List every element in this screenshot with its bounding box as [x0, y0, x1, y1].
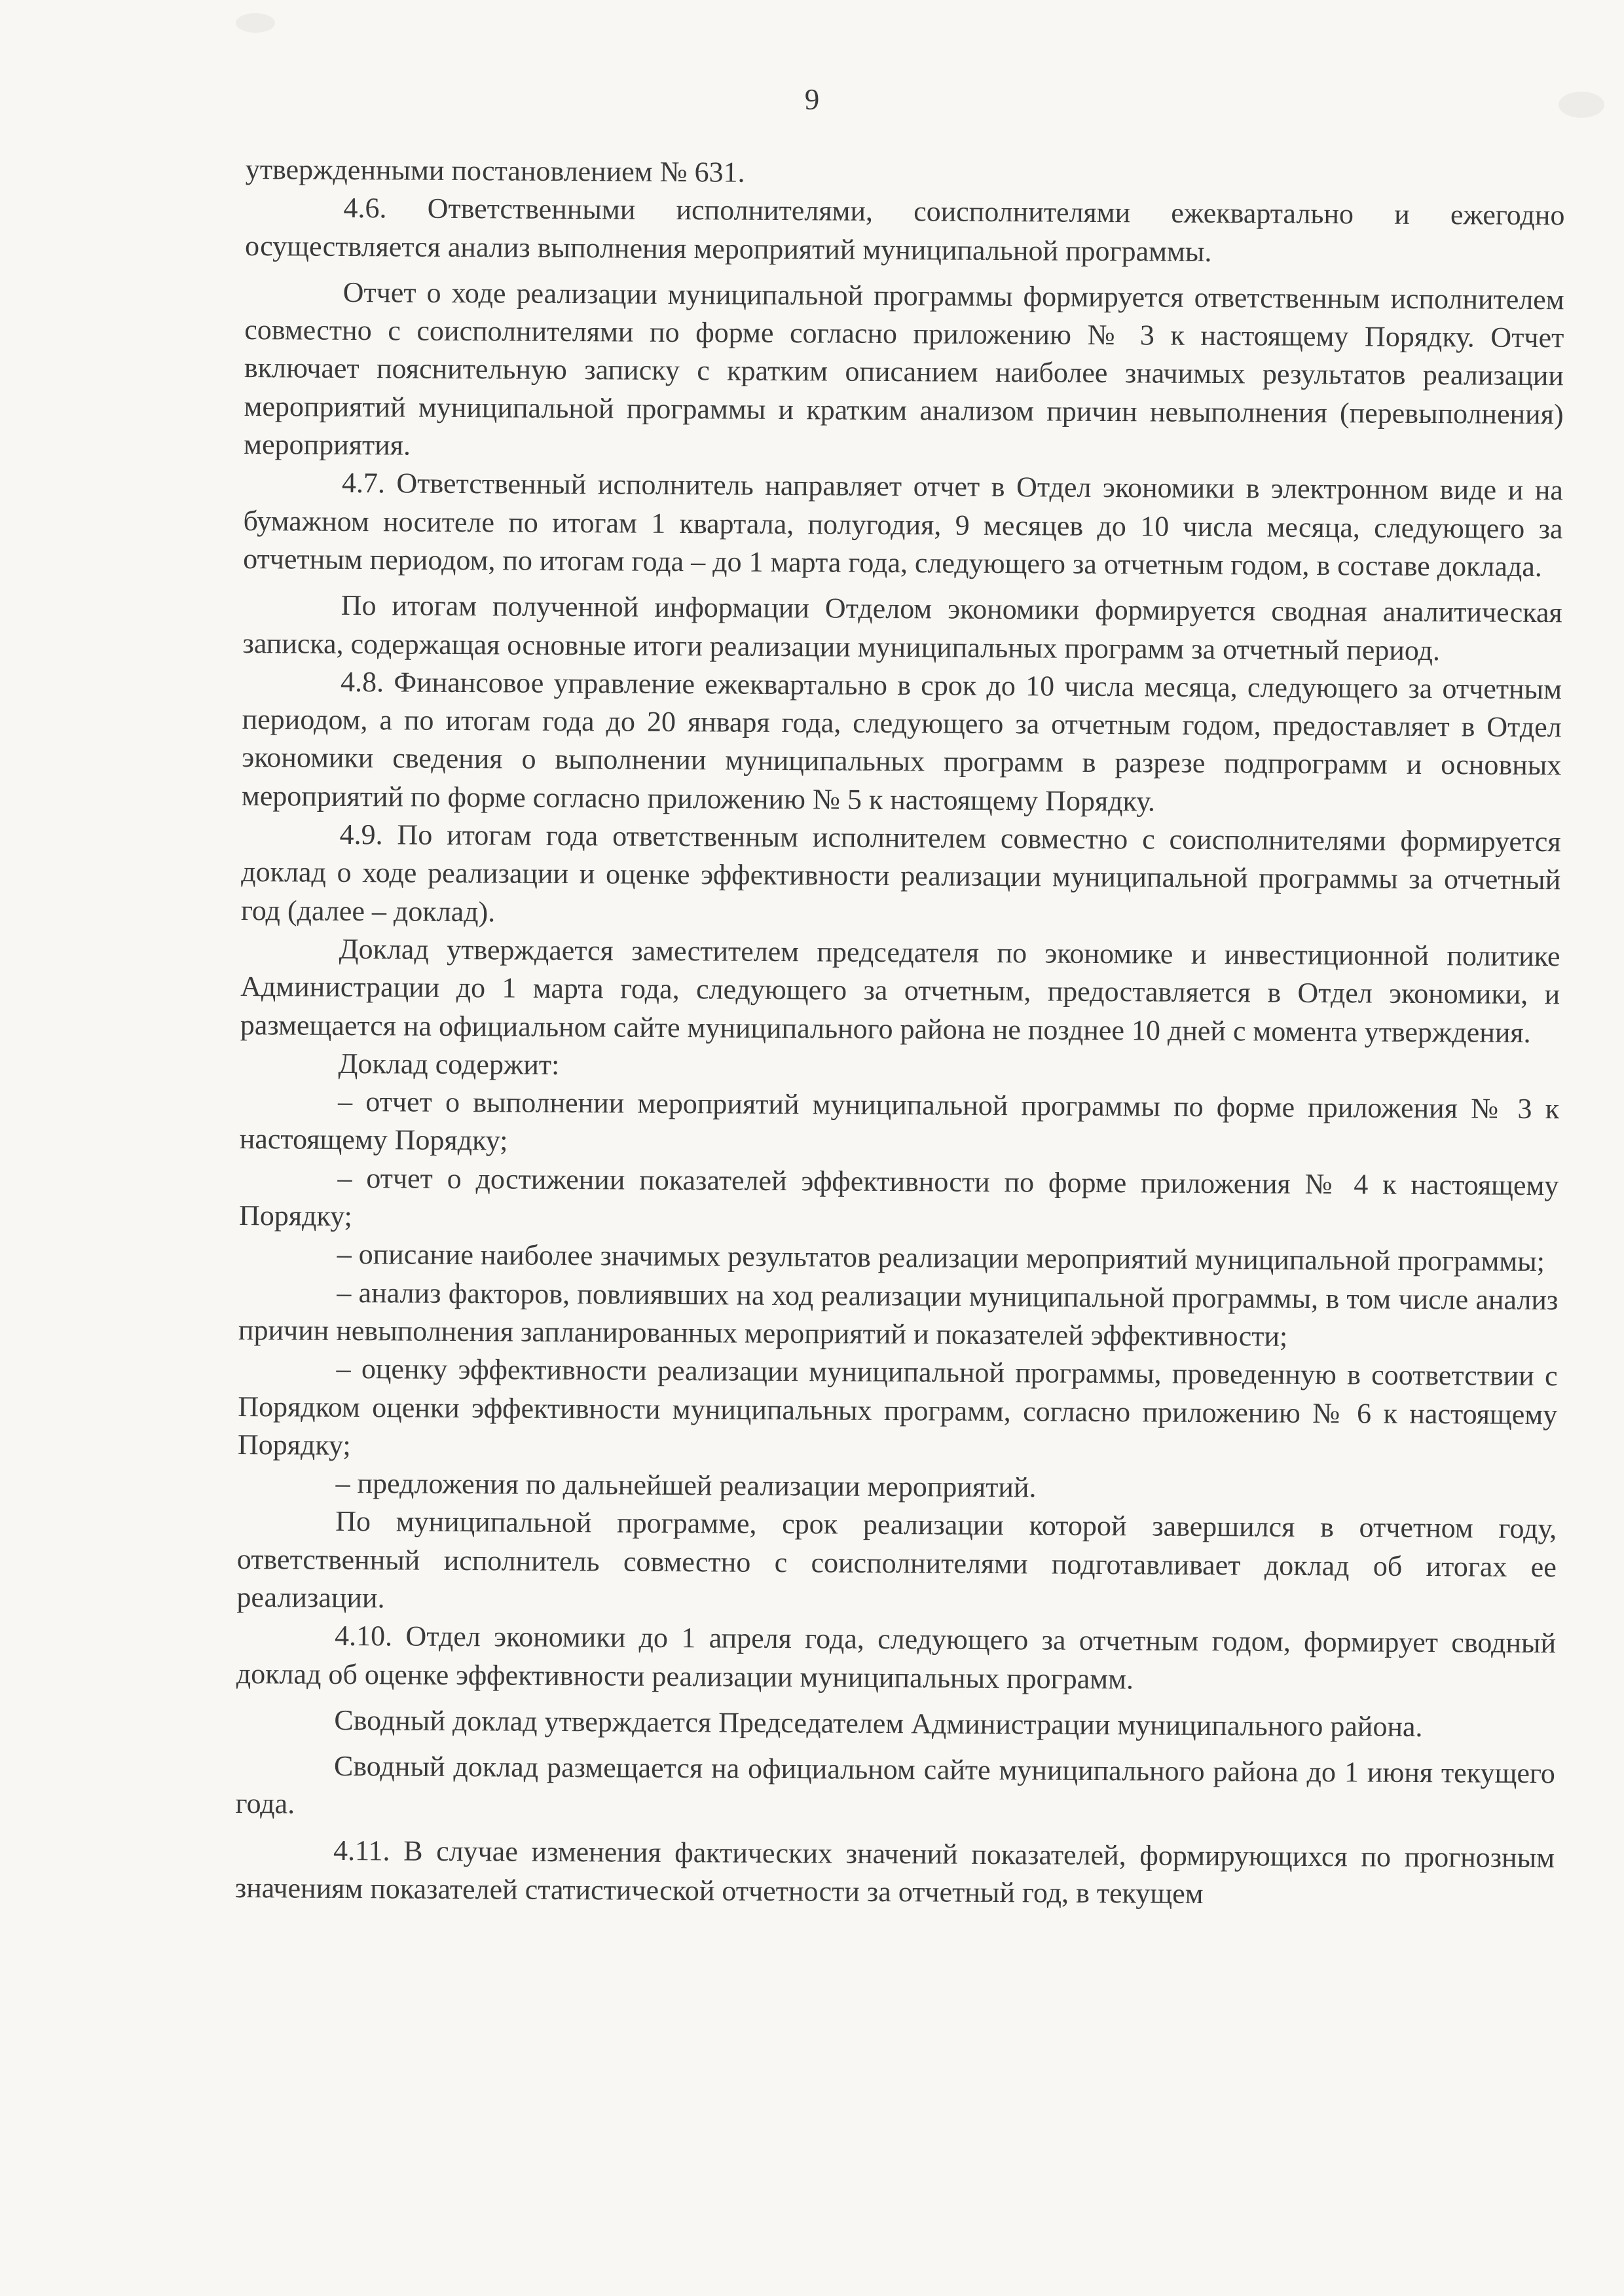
paragraph-10: – отчет о достижении показателей эффективности по форме приложения № 4 к настоящему Порядку;: [238, 1161, 1559, 1233]
paragraph-0: утвержденными постановлением № 631.: [245, 153, 745, 189]
paragraph-15: По муниципальной программе, срок реализации которой завершился в отчетном году, ответственный исполнитель совместно с соисполнителями подготавливает доклад об итогах ее реализации.: [236, 1505, 1557, 1614]
paragraph-3: 4.7. Ответственный исполнитель направляет отчет в Отдел экономики в электронном виде и на бумажном носителе по итогам 1 квартала, полугодия, 9 месяцев до 10 числа месяца, следующего за отчетным периодом, по итогам года – до 1 марта года, следующего за отчетным годом, в составе доклада.: [243, 467, 1564, 583]
paragraph-12: – анализ факторов, повлиявших на ход реализации муниципальной программы, в том числе анализ причин невыполнения запланированных мероприятий и показателей эффективности;: [238, 1276, 1559, 1353]
scan-smudge: [236, 13, 275, 33]
paragraph-4: По итогам полученной информации Отделом экономики формируется сводная аналитическая записка, содержащая основные итоги реализации муниципальных программ за отчетный период.: [242, 589, 1562, 666]
paragraph-14: – предложения по дальнейшей реализации мероприятий.: [335, 1467, 1037, 1504]
paragraph-16: 4.10. Отдел экономики до 1 апреля года, следующего за отчетным годом, формирует сводный доклад об оценке эффективности реализации муниципальных программ.: [236, 1620, 1557, 1695]
paragraph-7: Доклад утверждается заместителем председателя по экономике и инвестиционной политике Администрации до 1 марта года, следующего за отчетным, предоставляется в Отдел экономики, и размещается на официальном сайте муниципального района не позднее 10 дней с момента утверждения.: [240, 932, 1560, 1049]
paragraph-18: Сводный доклад размещается на официальном сайте муниципального района до 1 июня текущего года.: [235, 1750, 1556, 1820]
paragraph-5: 4.8. Финансовое управление ежеквартально в срок до 10 числа месяца, следующего за отчетным периодом, а по итогам года до 20 января года, следующего за отчетным годом, предоставляет в Отдел экономики сведения о выполнении муниципальных программ в разрезе подпрограмм и основных мероприятий по форме согласно приложению № 5 к настоящему Порядку.: [241, 665, 1562, 818]
page-number: 9: [804, 83, 820, 116]
paragraph-1: 4.6. Ответственными исполнителями, соисполнителями ежеквартально и ежегодно осуществляется анализ выполнения мероприятий муниципальной программы.: [244, 192, 1565, 268]
document-body: [235, 151, 1565, 1916]
paragraph-11: – описание наиболее значимых результатов реализации мероприятий муниципальной программы;: [337, 1238, 1545, 1278]
paragraph-2: Отчет о ходе реализации муниципальной программы формируется ответственным исполнителем совместно с соисполнителями по форме согласно приложению № 3 к настоящему Порядку. Отчет включает пояснительную записку с кратким описанием наиболее значимых результатов реализации мероприятий муниципальной программы и кратким анализом причин невыполнения (перевыполнения) мероприятия.: [244, 276, 1564, 462]
paragraph-8: Доклад содержит:: [338, 1047, 560, 1081]
paragraph-9: – отчет о выполнении мероприятий муниципальной программы по форме приложения № 3 к настоящему Порядку;: [239, 1085, 1560, 1157]
paragraph-17: Сводный доклад утверждается Председателем Администрации муниципального района.: [334, 1704, 1423, 1743]
paragraph-19: 4.11. В случае изменения фактических значений показателей, формирующихся по прогнозным значениям показателей статистической отчетности за отчетный год, в текущем: [234, 1834, 1555, 1910]
paragraph-6: 4.9. По итогам года ответственным исполнителем совместно с соисполнителями формируется доклад о ходе реализации и оценке эффективности реализации муниципальной программы за отчетный год (далее – доклад).: [240, 818, 1561, 928]
paragraph-13: – оценку эффективности реализации муниципальной программы, проведенную в соответствии с Порядком оценки эффективности муниципальных программ, согласно приложению № 6 к настоящему Порядку;: [237, 1353, 1558, 1461]
